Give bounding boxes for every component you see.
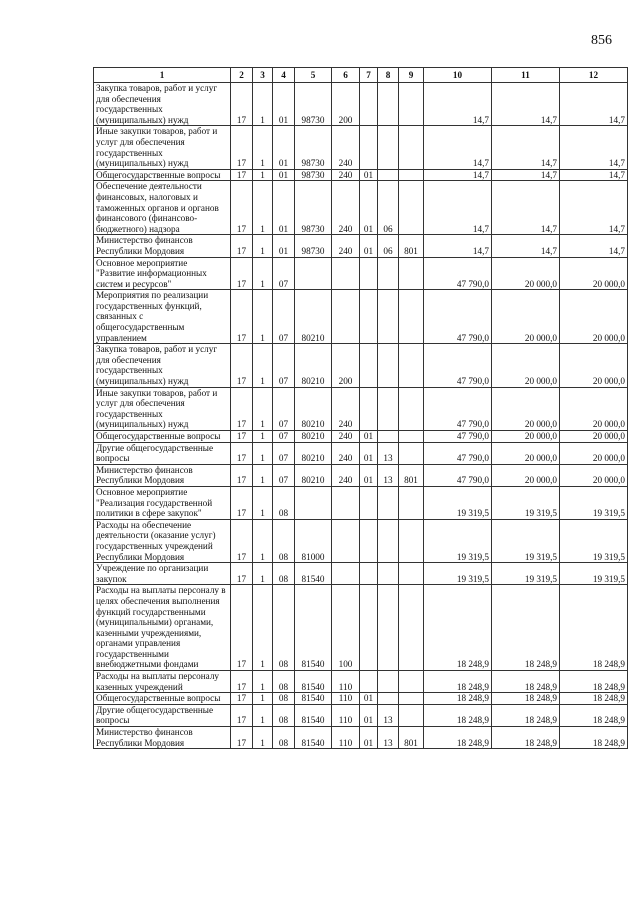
row-label: Министерство финансов Республики Мордовия	[94, 727, 231, 749]
table-cell-col11: 14,7	[492, 235, 560, 257]
table-cell-col4: 01	[273, 169, 295, 181]
table-cell-col5: 98730	[295, 181, 332, 235]
table-cell-col5: 81540	[295, 585, 332, 671]
table-cell-col10: 14,7	[424, 83, 492, 126]
table-cell-col7	[360, 671, 378, 693]
table-row	[94, 126, 628, 169]
column-header-7: 7	[360, 68, 378, 83]
table-cell-col12: 14,7	[560, 169, 628, 181]
table-cell-col10: 18 248,9	[424, 704, 492, 726]
table-cell-col10: 47 790,0	[424, 464, 492, 486]
table-cell-col9	[399, 519, 424, 562]
table-cell-col7	[360, 519, 378, 562]
table-row	[94, 387, 628, 430]
table-cell-col6: 240	[332, 431, 360, 443]
table-cell-col2: 17	[231, 442, 253, 464]
table-cell-col11: 20 000,0	[492, 464, 560, 486]
table-cell-col10: 19 319,5	[424, 563, 492, 585]
table-cell-col2: 17	[231, 563, 253, 585]
table-cell-col8: 13	[378, 727, 399, 749]
table-cell-col2: 17	[231, 693, 253, 705]
table-cell-col9	[399, 671, 424, 693]
table-cell-col9	[399, 563, 424, 585]
table-cell-col3: 1	[253, 563, 273, 585]
table-cell-col9	[399, 290, 424, 344]
table-row	[94, 486, 628, 519]
table-cell-col7: 01	[360, 464, 378, 486]
table-cell-col12: 20 000,0	[560, 290, 628, 344]
table-cell-col9	[399, 693, 424, 705]
row-label: Закупка товаров, работ и услуг для обеспечения государственных (муниципальных) нужд	[94, 83, 231, 126]
table-cell-col5: 80210	[295, 464, 332, 486]
table-cell-col9	[399, 181, 424, 235]
table-cell-col2: 17	[231, 704, 253, 726]
table-cell-col8	[378, 126, 399, 169]
table-cell-col12: 18 248,9	[560, 585, 628, 671]
table-cell-col4: 01	[273, 235, 295, 257]
row-label: Расходы на выплаты персоналу в целях обеспечения выполнения функций государственными (муниципальными) органами, казенными учреждениями, органами управления государственными внебюджетными фондами	[94, 585, 231, 671]
table-cell-col10: 47 790,0	[424, 431, 492, 443]
page-number: 856	[591, 33, 612, 48]
row-label: Расходы на обеспечение деятельности (оказание услуг) государственных учреждений Республики Мордовия	[94, 519, 231, 562]
table-cell-col10: 47 790,0	[424, 387, 492, 430]
table-cell-col4: 07	[273, 344, 295, 387]
table-cell-col5: 81540	[295, 693, 332, 705]
table-cell-col11: 18 248,9	[492, 727, 560, 749]
table-cell-col7	[360, 126, 378, 169]
table-cell-col6	[332, 290, 360, 344]
table-cell-col5: 80210	[295, 442, 332, 464]
row-label: Основное мероприятие "Развитие информационных систем и ресурсов"	[94, 257, 231, 290]
table-cell-col12: 14,7	[560, 181, 628, 235]
row-label: Учреждение по организации закупок	[94, 563, 231, 585]
table-cell-col7: 01	[360, 431, 378, 443]
row-label: Обеспечение деятельности финансовых, налоговых и таможенных органов и органов финансового (финансово-бюджетного) надзора	[94, 181, 231, 235]
table-cell-col11: 14,7	[492, 169, 560, 181]
table-cell-col10: 19 319,5	[424, 519, 492, 562]
table-cell-col7: 01	[360, 693, 378, 705]
table-cell-col2: 17	[231, 169, 253, 181]
table-cell-col6: 240	[332, 442, 360, 464]
table-row	[94, 181, 628, 235]
column-header-1: 1	[94, 68, 231, 83]
table-cell-col9	[399, 257, 424, 290]
table-cell-col12: 20 000,0	[560, 387, 628, 430]
table-cell-col10: 14,7	[424, 235, 492, 257]
table-cell-col7: 01	[360, 442, 378, 464]
table-cell-col12: 14,7	[560, 235, 628, 257]
row-label: Министерство финансов Республики Мордовия	[94, 464, 231, 486]
table-cell-col9: 801	[399, 727, 424, 749]
table-cell-col10: 47 790,0	[424, 442, 492, 464]
table-cell-col7	[360, 387, 378, 430]
table-cell-col6: 110	[332, 671, 360, 693]
table-cell-col3: 1	[253, 585, 273, 671]
table-cell-col6: 110	[332, 704, 360, 726]
table-cell-col5: 80210	[295, 431, 332, 443]
table-cell-col3: 1	[253, 727, 273, 749]
table-row	[94, 257, 628, 290]
row-label: Общегосударственные вопросы	[94, 431, 231, 443]
table-cell-col2: 17	[231, 83, 253, 126]
table-row	[94, 169, 628, 181]
table-cell-col10: 14,7	[424, 181, 492, 235]
table-row	[94, 585, 628, 671]
table-cell-col6: 110	[332, 693, 360, 705]
table-cell-col9	[399, 169, 424, 181]
table-cell-col6: 200	[332, 83, 360, 126]
table-cell-col5: 98730	[295, 83, 332, 126]
table-cell-col2: 17	[231, 235, 253, 257]
table-row	[94, 563, 628, 585]
table-cell-col3: 1	[253, 693, 273, 705]
table-cell-col5: 81000	[295, 519, 332, 562]
row-label: Мероприятия по реализации государственных функций, связанных с общегосударственным управлением	[94, 290, 231, 344]
table-cell-col3: 1	[253, 431, 273, 443]
table-row	[94, 519, 628, 562]
table-cell-col2: 17	[231, 519, 253, 562]
table-cell-col2: 17	[231, 181, 253, 235]
table-cell-col7	[360, 563, 378, 585]
table-cell-col12: 20 000,0	[560, 431, 628, 443]
table-cell-col4: 07	[273, 464, 295, 486]
table-cell-col9	[399, 387, 424, 430]
table-cell-col7: 01	[360, 727, 378, 749]
table-cell-col12: 14,7	[560, 83, 628, 126]
table-cell-col3: 1	[253, 235, 273, 257]
column-header-12: 12	[560, 68, 628, 83]
table-cell-col4: 08	[273, 704, 295, 726]
column-header-5: 5	[295, 68, 332, 83]
table-cell-col10: 47 790,0	[424, 344, 492, 387]
table-cell-col6: 240	[332, 169, 360, 181]
table-cell-col11: 14,7	[492, 83, 560, 126]
table-cell-col12: 18 248,9	[560, 671, 628, 693]
row-label: Иные закупки товаров, работ и услуг для обеспечения государственных (муниципальных) нужд	[94, 387, 231, 430]
table-cell-col3: 1	[253, 83, 273, 126]
table-cell-col7	[360, 83, 378, 126]
table-cell-col4: 07	[273, 290, 295, 344]
table-cell-col9	[399, 83, 424, 126]
table-cell-col3: 1	[253, 126, 273, 169]
table-cell-col4: 08	[273, 563, 295, 585]
table-cell-col6	[332, 519, 360, 562]
table-row	[94, 235, 628, 257]
table-cell-col4: 01	[273, 126, 295, 169]
table-cell-col10: 47 790,0	[424, 290, 492, 344]
table-cell-col8	[378, 563, 399, 585]
table-cell-col2: 17	[231, 344, 253, 387]
table-cell-col6: 200	[332, 344, 360, 387]
table-cell-col9	[399, 585, 424, 671]
table-cell-col3: 1	[253, 387, 273, 430]
table-cell-col3: 1	[253, 671, 273, 693]
row-label: Закупка товаров, работ и услуг для обеспечения государственных (муниципальных) нужд	[94, 344, 231, 387]
table-cell-col3: 1	[253, 486, 273, 519]
table-cell-col11: 18 248,9	[492, 671, 560, 693]
column-header-2: 2	[231, 68, 253, 83]
column-header-4: 4	[273, 68, 295, 83]
table-cell-col2: 17	[231, 585, 253, 671]
table-cell-col7: 01	[360, 235, 378, 257]
table-cell-col4: 07	[273, 257, 295, 290]
table-cell-col4: 08	[273, 519, 295, 562]
table-cell-col10: 18 248,9	[424, 671, 492, 693]
table-cell-col5	[295, 257, 332, 290]
row-label: Общегосударственные вопросы	[94, 169, 231, 181]
table-cell-col12: 18 248,9	[560, 693, 628, 705]
table-cell-col8	[378, 83, 399, 126]
table-cell-col4: 08	[273, 671, 295, 693]
table-cell-col2: 17	[231, 290, 253, 344]
table-cell-col11: 19 319,5	[492, 519, 560, 562]
table-cell-col4: 08	[273, 727, 295, 749]
table-cell-col5: 80210	[295, 290, 332, 344]
table-cell-col10: 14,7	[424, 169, 492, 181]
table-cell-col5: 81540	[295, 563, 332, 585]
table-cell-col7	[360, 257, 378, 290]
table-cell-col5: 81540	[295, 704, 332, 726]
table-cell-col6: 240	[332, 235, 360, 257]
table-cell-col9	[399, 704, 424, 726]
column-header-9: 9	[399, 68, 424, 83]
table-cell-col8	[378, 257, 399, 290]
table-cell-col9: 801	[399, 235, 424, 257]
table-cell-col4: 08	[273, 585, 295, 671]
table-row	[94, 704, 628, 726]
table-cell-col11: 14,7	[492, 181, 560, 235]
row-label: Другие общегосударственные вопросы	[94, 442, 231, 464]
table-cell-col3: 1	[253, 290, 273, 344]
table-row	[94, 727, 628, 749]
table-cell-col8	[378, 519, 399, 562]
table-cell-col10: 18 248,9	[424, 585, 492, 671]
table-cell-col7	[360, 585, 378, 671]
table-body	[94, 83, 628, 749]
table-cell-col11: 19 319,5	[492, 563, 560, 585]
table-cell-col11: 20 000,0	[492, 431, 560, 443]
column-header-8: 8	[378, 68, 399, 83]
table-cell-col8: 06	[378, 181, 399, 235]
table-cell-col2: 17	[231, 671, 253, 693]
table-cell-col4: 01	[273, 83, 295, 126]
column-header-6: 6	[332, 68, 360, 83]
table-cell-col8	[378, 671, 399, 693]
row-label: Министерство финансов Республики Мордовия	[94, 235, 231, 257]
table-cell-col7: 01	[360, 181, 378, 235]
table-cell-col4: 07	[273, 442, 295, 464]
table-cell-col6: 240	[332, 126, 360, 169]
table-cell-col9	[399, 442, 424, 464]
table-cell-col2: 17	[231, 727, 253, 749]
table-cell-col5	[295, 486, 332, 519]
table-cell-col10: 18 248,9	[424, 727, 492, 749]
table-row	[94, 290, 628, 344]
table-cell-col12: 19 319,5	[560, 486, 628, 519]
table-cell-col8	[378, 387, 399, 430]
table-cell-col3: 1	[253, 464, 273, 486]
table-cell-col8: 13	[378, 464, 399, 486]
table-cell-col8	[378, 431, 399, 443]
table-cell-col8: 13	[378, 442, 399, 464]
table-cell-col9	[399, 431, 424, 443]
row-label: Иные закупки товаров, работ и услуг для обеспечения государственных (муниципальных) нужд	[94, 126, 231, 169]
table-cell-col8: 06	[378, 235, 399, 257]
table-cell-col8	[378, 344, 399, 387]
table-cell-col3: 1	[253, 181, 273, 235]
table-cell-col9	[399, 126, 424, 169]
table-cell-col9	[399, 486, 424, 519]
table-cell-col10: 47 790,0	[424, 257, 492, 290]
table-row	[94, 344, 628, 387]
table-cell-col3: 1	[253, 519, 273, 562]
table-cell-col5: 80210	[295, 344, 332, 387]
table-cell-col5: 81540	[295, 671, 332, 693]
table-cell-col2: 17	[231, 431, 253, 443]
table-row	[94, 431, 628, 443]
table-cell-col6: 110	[332, 727, 360, 749]
table-cell-col12: 20 000,0	[560, 344, 628, 387]
table-cell-col4: 07	[273, 431, 295, 443]
table-cell-col11: 19 319,5	[492, 486, 560, 519]
table-cell-col11: 18 248,9	[492, 693, 560, 705]
table-cell-col5: 98730	[295, 169, 332, 181]
table-cell-col8: 13	[378, 704, 399, 726]
table-cell-col8	[378, 585, 399, 671]
table-cell-col12: 20 000,0	[560, 442, 628, 464]
table-cell-col11: 20 000,0	[492, 344, 560, 387]
table-cell-col3: 1	[253, 169, 273, 181]
table-cell-col7: 01	[360, 169, 378, 181]
table-cell-col10: 18 248,9	[424, 693, 492, 705]
table-cell-col7	[360, 344, 378, 387]
table-cell-col8	[378, 693, 399, 705]
table-row	[94, 671, 628, 693]
table-cell-col10: 14,7	[424, 126, 492, 169]
table-cell-col7	[360, 486, 378, 519]
budget-table	[93, 67, 628, 749]
table-cell-col2: 17	[231, 464, 253, 486]
row-label: Другие общегосударственные вопросы	[94, 704, 231, 726]
table-cell-col8	[378, 290, 399, 344]
table-cell-col6	[332, 486, 360, 519]
table-cell-col6: 240	[332, 387, 360, 430]
column-header-10: 10	[424, 68, 492, 83]
table-row	[94, 442, 628, 464]
table-cell-col12: 19 319,5	[560, 519, 628, 562]
table-cell-col3: 1	[253, 257, 273, 290]
table-cell-col12: 14,7	[560, 126, 628, 169]
table-cell-col12: 20 000,0	[560, 257, 628, 290]
table-cell-col11: 20 000,0	[492, 257, 560, 290]
table-cell-col6	[332, 563, 360, 585]
table-cell-col5: 98730	[295, 235, 332, 257]
table-cell-col4: 07	[273, 387, 295, 430]
table-cell-col11: 18 248,9	[492, 704, 560, 726]
table-cell-col3: 1	[253, 704, 273, 726]
column-header-11: 11	[492, 68, 560, 83]
header-row	[94, 68, 628, 83]
table-cell-col3: 1	[253, 442, 273, 464]
table-cell-col11: 20 000,0	[492, 387, 560, 430]
table-cell-col2: 17	[231, 387, 253, 430]
table-row	[94, 464, 628, 486]
table-cell-col12: 20 000,0	[560, 464, 628, 486]
table-cell-col8	[378, 169, 399, 181]
table-cell-col8	[378, 486, 399, 519]
table-cell-col4: 08	[273, 486, 295, 519]
table-cell-col2: 17	[231, 257, 253, 290]
table-cell-col6: 100	[332, 585, 360, 671]
row-label: Основное мероприятие "Реализация государственной политики в сфере закупок"	[94, 486, 231, 519]
table-cell-col2: 17	[231, 126, 253, 169]
table-cell-col5: 81540	[295, 727, 332, 749]
table-cell-col9	[399, 344, 424, 387]
table-cell-col12: 18 248,9	[560, 704, 628, 726]
table-cell-col4: 08	[273, 693, 295, 705]
table-cell-col2: 17	[231, 486, 253, 519]
table-cell-col12: 18 248,9	[560, 727, 628, 749]
table-cell-col3: 1	[253, 344, 273, 387]
table-cell-col7: 01	[360, 704, 378, 726]
table-cell-col11: 14,7	[492, 126, 560, 169]
column-header-3: 3	[253, 68, 273, 83]
table-cell-col11: 20 000,0	[492, 290, 560, 344]
table-row	[94, 693, 628, 705]
table-cell-col10: 19 319,5	[424, 486, 492, 519]
table-cell-col6: 240	[332, 181, 360, 235]
table-cell-col5: 80210	[295, 387, 332, 430]
table-cell-col6	[332, 257, 360, 290]
table-row	[94, 83, 628, 126]
table-cell-col11: 18 248,9	[492, 585, 560, 671]
table-cell-col7	[360, 290, 378, 344]
table-cell-col11: 20 000,0	[492, 442, 560, 464]
table-cell-col5: 98730	[295, 126, 332, 169]
row-label: Расходы на выплаты персоналу казенных учреждений	[94, 671, 231, 693]
table-cell-col9: 801	[399, 464, 424, 486]
table-cell-col6: 240	[332, 464, 360, 486]
row-label: Общегосударственные вопросы	[94, 693, 231, 705]
table-cell-col4: 01	[273, 181, 295, 235]
table-cell-col12: 19 319,5	[560, 563, 628, 585]
